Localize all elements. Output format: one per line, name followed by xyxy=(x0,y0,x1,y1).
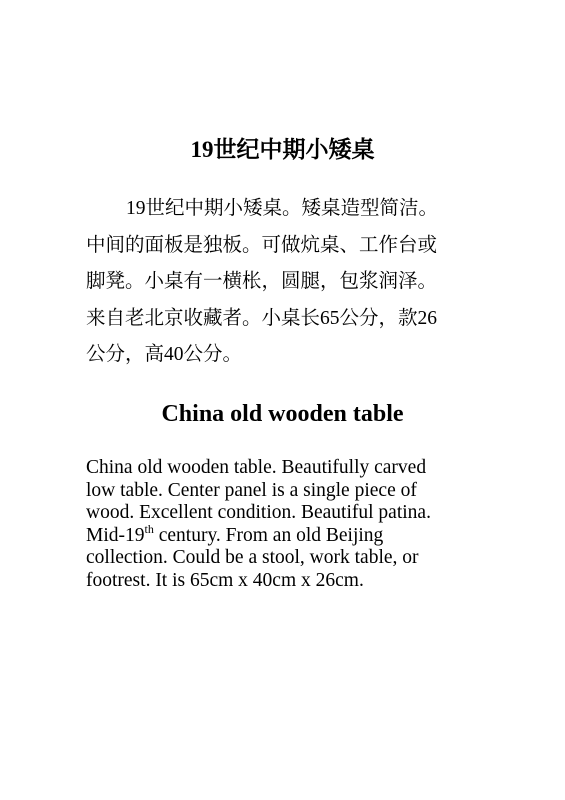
english-line: collection. Could be a stool, work table, or xyxy=(86,547,419,569)
english-description xyxy=(86,457,506,593)
english-line: low table. Center panel is a single piece of xyxy=(86,479,417,501)
english-line-text: Mid-19 xyxy=(86,524,145,546)
chinese-line: 公分，高40公分。 xyxy=(86,344,243,365)
chinese-line: 中间的面板是独板。可做炕桌、工作台或 xyxy=(86,234,438,256)
english-line xyxy=(86,521,506,548)
chinese-line: 脚凳。小桌有一横枨，圆腿，包浆润泽。 xyxy=(86,271,438,292)
english-line: wood. Excellent condition. Beautiful patina. xyxy=(86,502,431,524)
english-line: footrest. It is 65cm x 40cm x 26cm. xyxy=(86,569,364,591)
chinese-description xyxy=(86,191,486,374)
english-line-text: century. From an old Beijing xyxy=(153,524,384,546)
chinese-line: 19世纪中期小矮桌。矮桌造型简洁。 xyxy=(126,198,439,219)
english-line: China old wooden table. Beautifully carved xyxy=(86,457,427,478)
superscript-text: th xyxy=(144,521,154,536)
chinese-title: 19世纪中期小矮桌 xyxy=(190,137,375,162)
chinese-line: 来自老北京收藏者。小桌长65公分，款26 xyxy=(86,307,438,329)
english-title: China old wooden table xyxy=(161,401,404,427)
